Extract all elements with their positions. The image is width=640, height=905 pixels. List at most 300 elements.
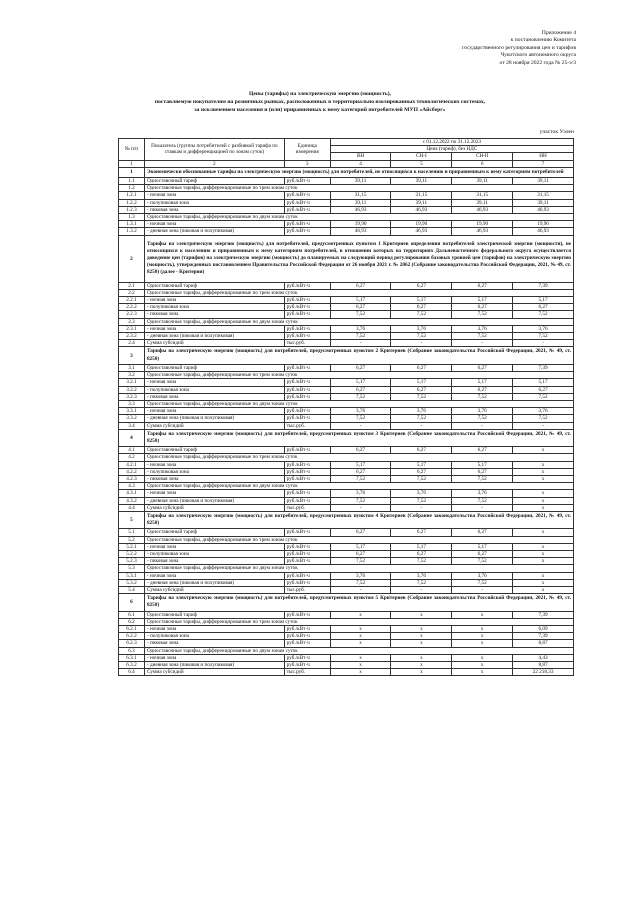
tariff-value: x bbox=[513, 490, 574, 497]
subheader-text: Одноставочные тарифы, дифференцированные по двум зонам суток bbox=[144, 214, 573, 221]
header-price-label: Цена (тариф), без НДС bbox=[330, 146, 573, 153]
row-number: 5.2 bbox=[119, 536, 145, 543]
subheader-text: Одноставочные тарифы, дифференцированные по трем зонам суток bbox=[144, 185, 573, 192]
tariff-value: 39,11 bbox=[391, 178, 452, 185]
tariff-value: 7,39 bbox=[513, 282, 574, 289]
subheader-row bbox=[119, 318, 574, 325]
subheader-text: Одноставочные тарифы, дифференцированные по трем зонам суток bbox=[144, 618, 573, 625]
tariff-value: 3,76 bbox=[391, 572, 452, 579]
row-name: Одноставочный тариф bbox=[144, 529, 284, 536]
subheader-row bbox=[119, 454, 574, 461]
row-name: Сумма субсидий bbox=[144, 504, 284, 511]
header-num: № п/п bbox=[119, 139, 145, 161]
document-title bbox=[60, 90, 580, 114]
row-number: 2.3.2 bbox=[119, 333, 145, 340]
tariff-value: x bbox=[513, 586, 574, 593]
tariff-value: x bbox=[452, 626, 513, 633]
header-unit: Единица измерения bbox=[284, 139, 330, 161]
table-row bbox=[119, 282, 574, 289]
tariff-value: x bbox=[452, 633, 513, 640]
row-number: 4.2.2 bbox=[119, 468, 145, 475]
tariff-value: x bbox=[513, 504, 574, 511]
row-number: 1.1 bbox=[119, 178, 145, 185]
row-number: 2.2.2 bbox=[119, 304, 145, 311]
row-number: 2.3 bbox=[119, 318, 145, 325]
tariff-value: 3,76 bbox=[452, 408, 513, 415]
tariff-value: - bbox=[452, 340, 513, 347]
column-number-row bbox=[119, 160, 574, 167]
col-num: 4 bbox=[330, 160, 391, 167]
tariff-value: 7,52 bbox=[391, 393, 452, 400]
tariff-value: 31,15 bbox=[330, 192, 391, 199]
row-number: 3.3.2 bbox=[119, 415, 145, 422]
tariff-value: 8,87 bbox=[513, 662, 574, 669]
row-name: Одноставочный тариф bbox=[144, 447, 284, 454]
tariff-value: 7,52 bbox=[391, 333, 452, 340]
tariff-value: - bbox=[391, 422, 452, 429]
row-number: 5.2.1 bbox=[119, 543, 145, 550]
tariff-value: 5,17 bbox=[452, 297, 513, 304]
col-num: 6 bbox=[452, 160, 513, 167]
tariff-value: - bbox=[330, 586, 391, 593]
tariff-value: 6,27 bbox=[330, 468, 391, 475]
row-unit: руб./кВт·ч bbox=[284, 379, 330, 386]
tariff-value: 6,27 bbox=[452, 550, 513, 557]
tariff-value: x bbox=[513, 461, 574, 468]
row-unit: руб./кВт·ч bbox=[284, 640, 330, 647]
tariff-value: x bbox=[452, 662, 513, 669]
table-row bbox=[119, 304, 574, 311]
tariff-value: 5,17 bbox=[513, 297, 574, 304]
tariff-value: 7,52 bbox=[330, 415, 391, 422]
row-unit: тыс.руб. bbox=[284, 669, 330, 676]
table-row bbox=[119, 206, 574, 213]
col-num: 2 bbox=[144, 160, 284, 167]
tariff-value: x bbox=[513, 529, 574, 536]
row-unit: тыс.руб. bbox=[284, 422, 330, 429]
tariff-value: 46,93 bbox=[330, 228, 391, 235]
tariff-value: 46,93 bbox=[513, 206, 574, 213]
row-number: 3.4 bbox=[119, 422, 145, 429]
row-unit: руб./кВт·ч bbox=[284, 447, 330, 454]
tariff-value: 8,87 bbox=[513, 640, 574, 647]
row-name: - полупиковая зона bbox=[144, 633, 284, 640]
tariff-value: 6,27 bbox=[452, 304, 513, 311]
tariff-value: 7,39 bbox=[513, 364, 574, 371]
tariff-value: 6,27 bbox=[391, 447, 452, 454]
tariff-value: x bbox=[452, 654, 513, 661]
subheader-text: Одноставочные тарифы, дифференцированные по трем зонам суток bbox=[144, 372, 573, 379]
tariff-value: 6,27 bbox=[391, 282, 452, 289]
tariff-value: 7,52 bbox=[452, 558, 513, 565]
row-name: - дневная зона (пиковая и полупиковая) bbox=[144, 333, 284, 340]
table-row bbox=[119, 558, 574, 565]
tariff-value: 6,27 bbox=[391, 468, 452, 475]
row-unit: руб./кВт·ч bbox=[284, 206, 330, 213]
tariff-value: 7,52 bbox=[330, 333, 391, 340]
row-number: 2.2.1 bbox=[119, 297, 145, 304]
tariff-value: 7,52 bbox=[391, 475, 452, 482]
tariff-value: 7,52 bbox=[330, 475, 391, 482]
row-name: Сумма субсидий bbox=[144, 669, 284, 676]
tariff-value: 7,52 bbox=[391, 311, 452, 318]
subheader-text: Одноставочные тарифы, дифференцированные по двум зонам суток bbox=[144, 647, 573, 654]
table-row bbox=[119, 633, 574, 640]
row-name: - ночная зона bbox=[144, 490, 284, 497]
tariff-value: 7,52 bbox=[330, 558, 391, 565]
tariff-value: x bbox=[452, 640, 513, 647]
row-unit: руб./кВт·ч bbox=[284, 611, 330, 618]
row-name: Сумма субсидий bbox=[144, 586, 284, 593]
tariff-value: 3,76 bbox=[452, 490, 513, 497]
row-unit: руб./кВт·ч bbox=[284, 333, 330, 340]
tariff-value: x bbox=[452, 611, 513, 618]
row-name: - дневная зона (пиковая и полупиковая) bbox=[144, 662, 284, 669]
tariff-value: 39,11 bbox=[330, 178, 391, 185]
section-title: Тарифы на электрическую энергию (мощность) для потребителей, предусмотренных пунктом 2 Критериев (Собрание законодательства Российской Федерации, 2021, № 49, ст. 8250) bbox=[144, 347, 573, 364]
row-name: Одноставочный тариф bbox=[144, 178, 284, 185]
tariff-value: 6,27 bbox=[452, 282, 513, 289]
row-unit: руб./кВт·ч bbox=[284, 543, 330, 550]
tariff-value: - bbox=[391, 340, 452, 347]
tariff-value: 6,27 bbox=[330, 386, 391, 393]
tariff-value: 6,27 bbox=[330, 447, 391, 454]
tariff-value: 7,52 bbox=[513, 311, 574, 318]
table-row bbox=[119, 468, 574, 475]
row-name: - ночная зона bbox=[144, 572, 284, 579]
tariff-value: x bbox=[391, 669, 452, 676]
table-row bbox=[119, 422, 574, 429]
subheader-row bbox=[119, 214, 574, 221]
row-number: 6.2 bbox=[119, 618, 145, 625]
tariff-value: 3,76 bbox=[330, 408, 391, 415]
tariff-value: - bbox=[513, 422, 574, 429]
tariff-value: x bbox=[513, 497, 574, 504]
tariff-value: 7,52 bbox=[452, 475, 513, 482]
row-name: Одноставочный тариф bbox=[144, 364, 284, 371]
row-number: 6.2.2 bbox=[119, 633, 145, 640]
header-period: с 01.12.2022 по 31.12.2023 bbox=[330, 139, 573, 146]
row-name: - дневная зона (пиковая и полупиковая) bbox=[144, 579, 284, 586]
tariff-value: 5,17 bbox=[391, 379, 452, 386]
row-unit: руб./кВт·ч bbox=[284, 228, 330, 235]
table-row bbox=[119, 447, 574, 454]
section-title: Тарифы на электрическую энергию (мощность) для потребителей, предусмотренных пунктом 1 Критериев определения потребителей электрической энергии (мощности), не относящихся к населению и приравненным к нему категориям потребителей, в отношении которых на территориях Дальневосточного федерального округа осуществляется доведение цен (тарифов) на электрическую энергию (мощность) до планируемых на следующий период регулирования базовых уровней цен (тарифов) на электрическую энергию (мощность), утвержденных постановлением Правительства Российской Федерации от 26 ноября 2021 г. № 2062 (Собрание законодательства Российской Федерации, 2021, № 49, ст. 8250) (далее - Критерии) bbox=[144, 235, 573, 282]
tariff-value: x bbox=[513, 475, 574, 482]
appendix-line: от 28 ноября 2022 года № 25-э/3 bbox=[499, 59, 576, 66]
tariff-value: 3,76 bbox=[330, 490, 391, 497]
row-unit: руб./кВт·ч bbox=[284, 408, 330, 415]
table-row bbox=[119, 178, 574, 185]
tariff-value: x bbox=[391, 626, 452, 633]
table-row bbox=[119, 611, 574, 618]
tariff-value: 7,52 bbox=[452, 311, 513, 318]
row-name: - ночная зона bbox=[144, 325, 284, 332]
tariff-value: 4,43 bbox=[513, 654, 574, 661]
row-name: Сумма субсидий bbox=[144, 340, 284, 347]
row-number: 5.3 bbox=[119, 565, 145, 572]
row-number: 4.1 bbox=[119, 447, 145, 454]
row-unit: руб./кВт·ч bbox=[284, 386, 330, 393]
row-number: 4.3 bbox=[119, 483, 145, 490]
table-row bbox=[119, 340, 574, 347]
row-unit: руб./кВт·ч bbox=[284, 282, 330, 289]
tariff-value: 46,93 bbox=[513, 228, 574, 235]
row-number: 4.2.3 bbox=[119, 475, 145, 482]
header-level: НН bbox=[513, 153, 574, 160]
tariff-value: 6,27 bbox=[452, 468, 513, 475]
tariff-value: 46,93 bbox=[452, 228, 513, 235]
tariff-value: 46,93 bbox=[391, 228, 452, 235]
tariff-value: 3,76 bbox=[391, 325, 452, 332]
tariff-value: 6,27 bbox=[391, 364, 452, 371]
tariff-value: x bbox=[391, 633, 452, 640]
subheader-text: Одноставочные тарифы, дифференцированные по трем зонам суток bbox=[144, 536, 573, 543]
table-row bbox=[119, 461, 574, 468]
row-number: 2.4 bbox=[119, 340, 145, 347]
row-unit: руб./кВт·ч bbox=[284, 558, 330, 565]
section-row bbox=[119, 429, 574, 446]
tariff-value: 7,52 bbox=[513, 415, 574, 422]
row-unit: тыс.руб. bbox=[284, 340, 330, 347]
table-row bbox=[119, 199, 574, 206]
tariff-value: x bbox=[513, 558, 574, 565]
table-row bbox=[119, 393, 574, 400]
table-row bbox=[119, 669, 574, 676]
tariff-value: 3,76 bbox=[330, 325, 391, 332]
subheader-row bbox=[119, 618, 574, 625]
tariff-value: 39,11 bbox=[391, 199, 452, 206]
subheader-text: Одноставочные тарифы, дифференцированные по двум зонам суток bbox=[144, 400, 573, 407]
row-name: Сумма субсидий bbox=[144, 422, 284, 429]
row-unit: руб./кВт·ч bbox=[284, 192, 330, 199]
row-name: - пиковая зона bbox=[144, 206, 284, 213]
row-unit: руб./кВт·ч bbox=[284, 199, 330, 206]
tariff-value: 5,17 bbox=[330, 461, 391, 468]
row-number: 3.2.1 bbox=[119, 379, 145, 386]
row-name: - ночная зона bbox=[144, 543, 284, 550]
section-row bbox=[119, 594, 574, 611]
tariff-value: x bbox=[513, 579, 574, 586]
row-name: - пиковая зона bbox=[144, 311, 284, 318]
section-number: 6 bbox=[119, 594, 145, 611]
header-level: ВН bbox=[330, 153, 391, 160]
tariff-value: 6,27 bbox=[330, 529, 391, 536]
tariff-value: 6,27 bbox=[330, 364, 391, 371]
tariff-value: 6,27 bbox=[513, 386, 574, 393]
tariff-value: 39,11 bbox=[452, 199, 513, 206]
tariff-value: - bbox=[452, 504, 513, 511]
row-unit: руб./кВт·ч bbox=[284, 461, 330, 468]
tariff-value: x bbox=[391, 662, 452, 669]
section-number: 2 bbox=[119, 235, 145, 282]
header-name: Показатель (группы потребителей с разбивкой тарифа по ставкам и дифференциацией по зонам суток) bbox=[144, 139, 284, 161]
row-name: - пиковая зона bbox=[144, 640, 284, 647]
tariff-value: 6,27 bbox=[452, 364, 513, 371]
row-number: 6.4 bbox=[119, 669, 145, 676]
subheader-row bbox=[119, 565, 574, 572]
row-unit: руб./кВт·ч bbox=[284, 475, 330, 482]
tariff-value: 7,52 bbox=[452, 393, 513, 400]
row-number: 1.3.2 bbox=[119, 228, 145, 235]
tariff-value: 7,39 bbox=[513, 611, 574, 618]
tariff-value: 3,76 bbox=[513, 408, 574, 415]
table-row bbox=[119, 311, 574, 318]
tariff-value: 46,93 bbox=[452, 206, 513, 213]
row-number: 6.3.2 bbox=[119, 662, 145, 669]
tariff-value: - bbox=[330, 504, 391, 511]
table-row bbox=[119, 364, 574, 371]
tariff-value: x bbox=[330, 640, 391, 647]
tariff-value: 19,90 bbox=[330, 221, 391, 228]
tariff-value: 3,76 bbox=[391, 408, 452, 415]
tariff-value: x bbox=[330, 633, 391, 640]
tariff-value: 22 218,33 bbox=[513, 669, 574, 676]
row-name: - дневная зона (пиковая и полупиковая) bbox=[144, 497, 284, 504]
row-number: 1.2.1 bbox=[119, 192, 145, 199]
tariff-table bbox=[118, 138, 574, 676]
row-unit: руб./кВт·ч bbox=[284, 221, 330, 228]
section-row bbox=[119, 347, 574, 364]
col-num: 1 bbox=[119, 160, 145, 167]
row-number: 3.2 bbox=[119, 372, 145, 379]
table-row bbox=[119, 475, 574, 482]
section-row bbox=[119, 511, 574, 528]
row-number: 5.3.1 bbox=[119, 572, 145, 579]
row-name: - полупиковая зона bbox=[144, 468, 284, 475]
row-number: 5.2.2 bbox=[119, 550, 145, 557]
tariff-value: 3,76 bbox=[391, 490, 452, 497]
row-number: 1.3.1 bbox=[119, 221, 145, 228]
row-unit: руб./кВт·ч bbox=[284, 579, 330, 586]
tariff-value: 6,27 bbox=[330, 304, 391, 311]
tariff-value: - bbox=[330, 340, 391, 347]
tariff-value: - bbox=[452, 422, 513, 429]
table-row bbox=[119, 386, 574, 393]
row-unit: руб./кВт·ч bbox=[284, 304, 330, 311]
table-row bbox=[119, 550, 574, 557]
tariff-value: 19,90 bbox=[391, 221, 452, 228]
row-unit: руб./кВт·ч bbox=[284, 550, 330, 557]
table-row bbox=[119, 490, 574, 497]
section-row bbox=[119, 167, 574, 177]
row-number: 6.1 bbox=[119, 611, 145, 618]
tariff-value: 7,52 bbox=[452, 497, 513, 504]
row-name: - полупиковая зона bbox=[144, 304, 284, 311]
row-unit: руб./кВт·ч bbox=[284, 633, 330, 640]
row-name: - дневная зона (пиковая и полупиковая) bbox=[144, 228, 284, 235]
tariff-value: 3,76 bbox=[452, 325, 513, 332]
appendix-line: государственного регулирования цен и тарифов bbox=[462, 44, 576, 51]
row-number: 4.2.1 bbox=[119, 461, 145, 468]
row-unit: руб./кВт·ч bbox=[284, 529, 330, 536]
tariff-value: x bbox=[330, 669, 391, 676]
tariff-value: 39,11 bbox=[513, 199, 574, 206]
tariff-value: 6,27 bbox=[391, 550, 452, 557]
col-num: 5 bbox=[391, 160, 452, 167]
tariff-value: x bbox=[391, 654, 452, 661]
tariff-value: 5,17 bbox=[452, 461, 513, 468]
tariff-value: 46,93 bbox=[330, 206, 391, 213]
tariff-value: 7,52 bbox=[452, 579, 513, 586]
row-number: 3.2.3 bbox=[119, 393, 145, 400]
col-num: 3 bbox=[284, 160, 330, 167]
row-unit: руб./кВт·ч bbox=[284, 311, 330, 318]
row-unit: руб./кВт·ч bbox=[284, 662, 330, 669]
row-name: - полупиковая зона bbox=[144, 199, 284, 206]
row-number: 4.4 bbox=[119, 504, 145, 511]
table-row bbox=[119, 504, 574, 511]
tariff-value: 7,39 bbox=[513, 633, 574, 640]
row-name: - пиковая зона bbox=[144, 558, 284, 565]
table-row bbox=[119, 297, 574, 304]
section-title: Тарифы на электрическую энергию (мощность) для потребителей, предусмотренных пунктом 5 Критериев (Собрание законодательства Российской Федерации, 2021, № 49, ст. 8250) bbox=[144, 594, 573, 611]
subheader-text: Одноставочные тарифы, дифференцированные по трем зонам суток bbox=[144, 289, 573, 296]
row-name: - ночная зона bbox=[144, 379, 284, 386]
tariff-value: 5,17 bbox=[330, 379, 391, 386]
tariff-value: 6,27 bbox=[513, 304, 574, 311]
row-name: - полупиковая зона bbox=[144, 550, 284, 557]
row-name: - ночная зона bbox=[144, 297, 284, 304]
tariff-value: 7,52 bbox=[452, 333, 513, 340]
table-row bbox=[119, 228, 574, 235]
row-number: 6.3.1 bbox=[119, 654, 145, 661]
tariff-value: 7,52 bbox=[330, 579, 391, 586]
row-unit: руб./кВт·ч bbox=[284, 325, 330, 332]
row-number: 4.2 bbox=[119, 454, 145, 461]
row-unit: руб./кВт·ч bbox=[284, 178, 330, 185]
table-row bbox=[119, 626, 574, 633]
tariff-value: 6,27 bbox=[452, 529, 513, 536]
table-row bbox=[119, 654, 574, 661]
tariff-value: 5,17 bbox=[513, 379, 574, 386]
row-unit: руб./кВт·ч bbox=[284, 297, 330, 304]
header-level: СН-I bbox=[391, 153, 452, 160]
table-row bbox=[119, 497, 574, 504]
row-number: 2.1 bbox=[119, 282, 145, 289]
row-number: 6.2.1 bbox=[119, 626, 145, 633]
table-row bbox=[119, 325, 574, 332]
row-number: 4.3.2 bbox=[119, 497, 145, 504]
row-unit: руб./кВт·ч bbox=[284, 468, 330, 475]
tariff-value: 31,15 bbox=[452, 192, 513, 199]
tariff-value: 7,52 bbox=[391, 579, 452, 586]
row-name: - ночная зона bbox=[144, 221, 284, 228]
title-line: за исключением населения и (или) приравненных к нему категорий потребителей МУП «Айсберг» bbox=[194, 107, 446, 113]
tariff-value: 5,17 bbox=[452, 379, 513, 386]
tariff-value: 39,11 bbox=[513, 178, 574, 185]
tariff-value: 3,76 bbox=[513, 325, 574, 332]
tariff-value: x bbox=[452, 669, 513, 676]
row-number: 2.3.1 bbox=[119, 325, 145, 332]
subheader-row bbox=[119, 372, 574, 379]
section-number: 4 bbox=[119, 429, 145, 446]
table-row bbox=[119, 579, 574, 586]
tariff-value: 7,52 bbox=[391, 415, 452, 422]
row-name: - полупиковая зона bbox=[144, 386, 284, 393]
section-number: 1 bbox=[119, 167, 145, 177]
row-number: 6.2.3 bbox=[119, 640, 145, 647]
table-row bbox=[119, 662, 574, 669]
row-number: 5.3.2 bbox=[119, 579, 145, 586]
row-number: 3.3 bbox=[119, 400, 145, 407]
row-number: 1.2 bbox=[119, 185, 145, 192]
row-number: 4.3.1 bbox=[119, 490, 145, 497]
tariff-value: 7,52 bbox=[513, 393, 574, 400]
row-name: - ночная зона bbox=[144, 461, 284, 468]
area-label: участок Уэлен bbox=[539, 129, 574, 135]
appendix-line: к постановлению Комитета bbox=[510, 37, 576, 44]
